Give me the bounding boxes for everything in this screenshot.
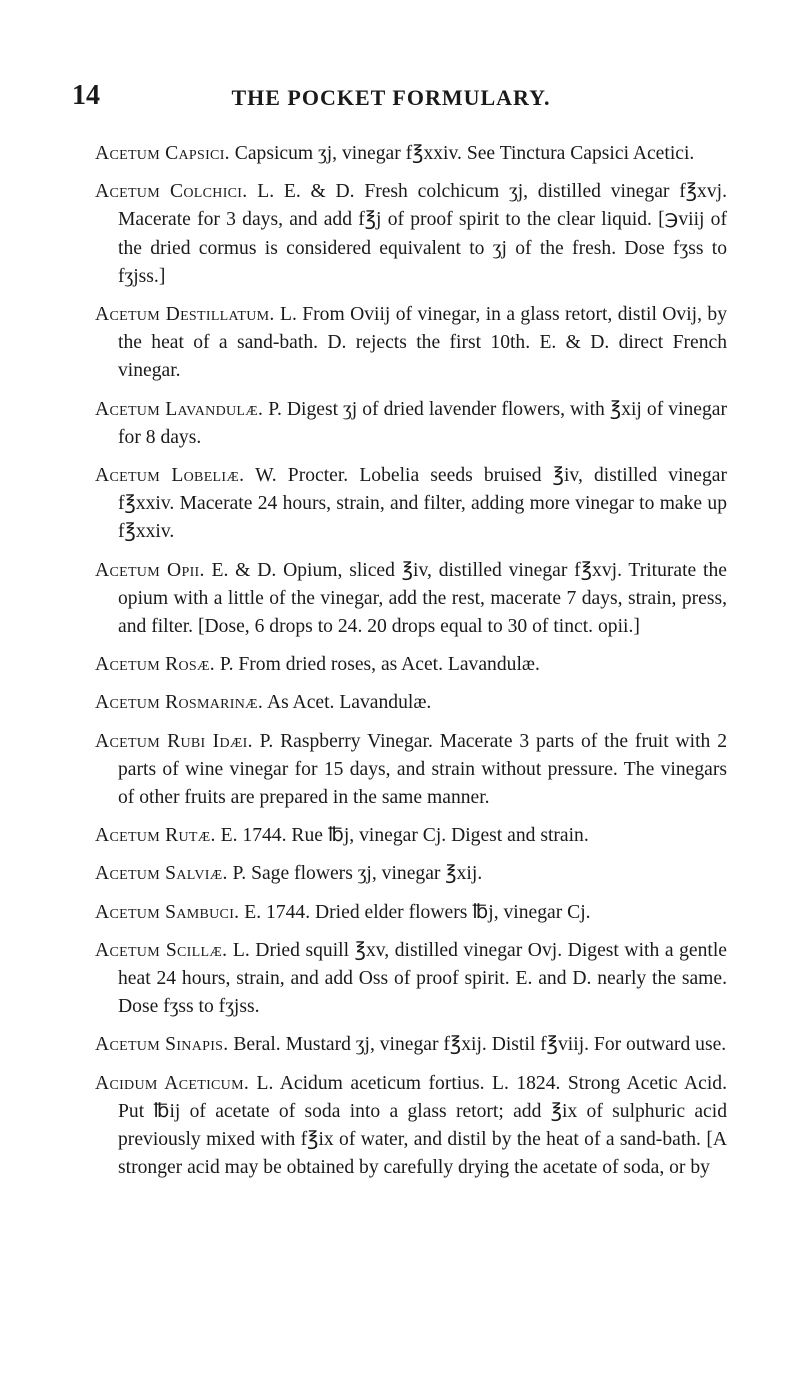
entry-title: Acetum Rutæ. — [95, 825, 216, 847]
entry-text: L. From Oviij of vinegar, in a glass retort, distil Ovij, by the heat of a sand-bath. D. rejects the first 10th. E. & D. direct French vinegar. — [118, 304, 727, 382]
entry-text: P. Raspberry Vinegar. Macerate 3 parts of the fruit with 2 parts of wine vinegar for 15 days, and strain without pressure. The vinegars of other fruits are prepared in the same manner. — [118, 730, 727, 809]
entry-title: Acetum Opii. — [95, 559, 205, 581]
entry-text: P. Sage flowers ʒj, vinegar ℥xij. — [227, 863, 483, 885]
entry-text: L. E. & D. Fresh colchicum ʒj, distilled vinegar f℥xvj. Macerate for 3 days, and add f℥j of proof spirit to the clear liquid. [℈viij of the dried cormus is considered equivalent to ʒj of the fresh. Dose fʒss to fʒjss.] — [118, 181, 727, 287]
entry-text: E. 1744. Dried elder flowers ℔j, vinegar Cj. — [239, 901, 591, 923]
entry-acetum-lavandulae — [95, 396, 727, 452]
entry-title: Acidum Aceticum. — [95, 1072, 250, 1094]
formulary-entries — [95, 140, 727, 1193]
entry-text: E. & D. Opium, sliced ℥iv, distilled vinegar f℥xvj. Triturate the opium with a little of the vinegar, add the rest, macerate 7 days, strain, press, and filter. [Dose, 6 drops to 24. 20 drops equal to 30 of tinct. opii.] — [118, 559, 727, 638]
entry-title: Acetum Salviæ. — [95, 863, 228, 885]
entry-text: L. Acidum aceticum fortius. L. 1824. Strong Acetic Acid. Put ℔ij of acetate of soda into a glass retort; add ℥ix of sulphuric acid previously mixed with f℥ix of water, and distil by the heat of a sand-bath. [A stronger acid may be obtained by carefully drying the acetate of soda, or by — [118, 1072, 727, 1179]
entry-acetum-rubi-idaei — [95, 728, 727, 813]
entry-title: Acetum Lobeliæ. — [95, 465, 245, 487]
entry-text: Capsicum ʒj, vinegar f℥xxiv. See Tinctura Capsici Acetici. — [229, 143, 695, 164]
entry-text: Beral. Mustard ʒj, vinegar f℥xij. Distil f℥viij. For outward use. — [228, 1034, 727, 1056]
entry-text: E. 1744. Rue ℔j, vinegar Cj. Digest and strain. — [215, 825, 589, 847]
entry-title: Acetum Sambuci. — [95, 901, 240, 923]
entry-acetum-opii — [95, 557, 727, 642]
entry-acetum-rosmarinae — [95, 689, 727, 717]
running-head: THE POCKET FORMULARY. — [231, 85, 551, 110]
entry-acetum-rutae — [95, 822, 727, 850]
entry-acetum-destillatum — [95, 301, 727, 386]
entry-acetum-sambuci — [95, 899, 727, 927]
entry-acetum-scillae — [95, 937, 727, 1022]
entry-text: As Acet. Lavandulæ. — [263, 692, 432, 714]
entry-title: Acetum Colchici. — [95, 181, 248, 203]
entry-text: P. Digest ʒj of dried lavender flowers, with ℥xij of vinegar for 8 days. — [118, 398, 727, 448]
entry-title: Acetum Destillatum. — [95, 304, 275, 326]
page-header — [72, 80, 710, 116]
entry-title: Acetum Lavandulæ. — [95, 398, 264, 420]
entry-acetum-sinapis — [95, 1031, 727, 1059]
entry-text: P. From dried roses, as Acet. Lavandulæ. — [214, 654, 540, 676]
entry-title: Acetum Sinapis. — [95, 1034, 229, 1056]
entry-text: L. Dried squill ℥xv, distilled vinegar Ovj. Digest with a gentle heat 24 hours, strain, and add Oss of proof spirit. E. and D. nearly the same. Dose fʒss to fʒjss. — [118, 939, 727, 1018]
entry-text: W. Procter. Lobelia seeds bruised ℥iv, distilled vinegar f℥xxiv. Macerate 24 hours, strain, and filter, adding more vinegar to make up f℥xxiv. — [118, 465, 727, 543]
entry-title: Acetum Rosmarinæ. — [95, 692, 264, 714]
entry-acidum-aceticum — [95, 1070, 727, 1183]
entry-acetum-lobeliae — [95, 462, 727, 547]
entry-acetum-colchici — [95, 178, 727, 291]
entry-title: Acetum Rosæ. — [95, 654, 215, 676]
entry-title: Acetum Rubi Idæi. — [95, 730, 253, 752]
page-number: 14 — [72, 80, 100, 111]
entry-acetum-salviae — [95, 860, 727, 888]
entry-acetum-rosae — [95, 651, 727, 679]
entry-title: Acetum Capsici. — [95, 143, 230, 164]
entry-title: Acetum Scillæ. — [95, 939, 228, 961]
entry-acetum-capsici — [95, 140, 727, 168]
